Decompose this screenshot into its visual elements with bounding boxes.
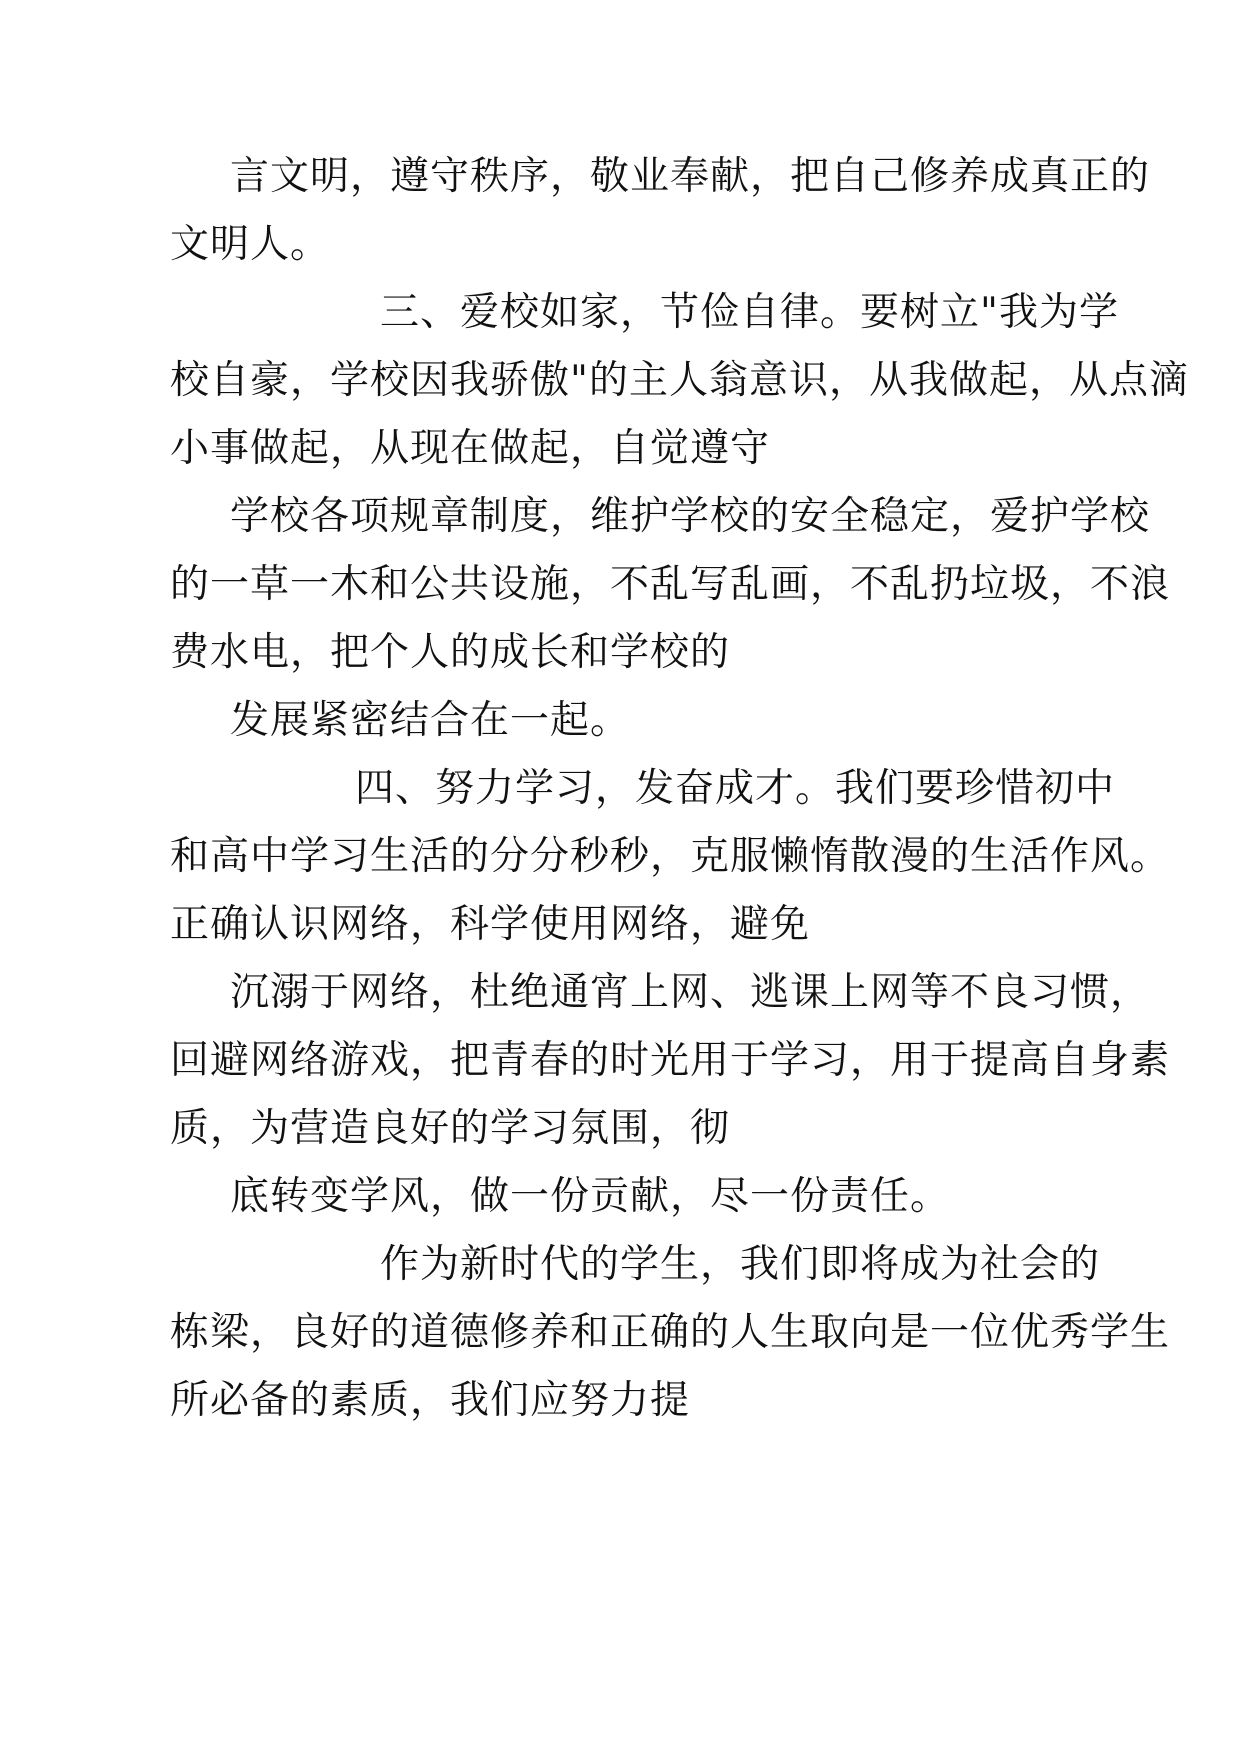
text-line-8: 费水电，把个人的成长和学校的 [170,630,731,675]
text-line-14: 回避网络游戏，把青春的时光用于学习，用于提高自身素 [170,1038,1171,1083]
text-line-19: 所必备的素质，我们应努力提 [170,1378,691,1423]
text-line-16: 底转变学风，做一份贡献，尽一份责任。 [230,1174,951,1219]
text-line-7: 的一草一木和公共设施，不乱写乱画，不乱扔垃圾，不浪 [170,562,1171,607]
text-line-17: 作为新时代的学生，我们即将成为社会的 [380,1242,1101,1287]
text-line-12: 正确认识网络，科学使用网络，避免 [170,902,811,947]
text-line-18: 栋梁，良好的道德修养和正确的人生取向是一位优秀学生 [170,1310,1171,1355]
text-line-15: 质，为营造良好的学习氛围，彻 [170,1106,731,1151]
text-line-5: 小事做起，从现在做起，自觉遵守 [170,426,771,471]
text-line-11: 和高中学习生活的分分秒秒，克服懒惰散漫的生活作风。 [170,834,1171,879]
text-line-4: 校自豪，学校因我骄傲"的主人翁意识，从我做起，从点滴 [170,358,1189,403]
text-line-2: 文明人。 [170,222,331,267]
text-line-13: 沉溺于网络，杜绝通宵上网、逃课上网等不良习惯， [230,970,1151,1015]
text-line-10: 四、努力学习，发奋成才。我们要珍惜初中 [355,766,1116,811]
text-line-9: 发展紧密结合在一起。 [230,698,631,743]
text-line-3: 三、爱校如家，节俭自律。要树立"我为学 [380,290,1119,335]
text-line-6: 学校各项规章制度，维护学校的安全稳定，爱护学校 [230,494,1151,539]
text-line-1: 言文明，遵守秩序，敬业奉献，把自己修养成真正的 [230,154,1151,199]
